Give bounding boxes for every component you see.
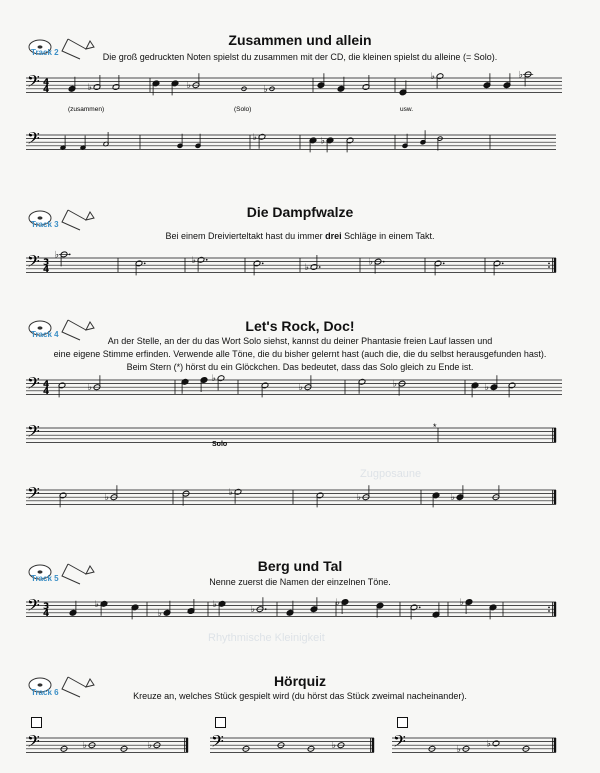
dot — [144, 263, 146, 265]
track-label: Track 4 — [31, 330, 59, 339]
dot — [206, 259, 208, 261]
bass-clef: 𝄢 — [27, 420, 40, 445]
section-title: Die Dampfwalze — [246, 204, 354, 220]
time-signature-top: 4 — [43, 379, 50, 390]
show-through-text: Rhythmische Kleinigkeit — [208, 632, 325, 644]
time-signature-top: 4 — [43, 77, 50, 88]
time-signature-top: 3 — [43, 257, 50, 268]
section-title: Let's Rock, Doc! — [245, 318, 355, 334]
instruction-text: Beim Stern (*) hörst du ein Glöckchen. Das bedeutet, dass das Solo gleich zu Ende ist. — [126, 362, 474, 372]
flat-sign: ♭ — [335, 598, 341, 608]
repeat-dot — [548, 607, 550, 609]
instruction-text: Kreuze an, welches Stück gespielt wird (du hörst das Stück zweimal nacheinander). — [133, 691, 467, 701]
repeat-dot — [548, 263, 550, 265]
flat-sign: ♭ — [87, 83, 93, 93]
flat-sign: ♭ — [356, 493, 362, 504]
dot — [383, 261, 385, 263]
instruction-text: Die groß gedruckten Noten spielst du zusammen mit der CD, die kleinen spielst du alleine (= Solo). — [102, 52, 498, 62]
dot — [419, 607, 421, 609]
show-through-text: Zugposaune — [360, 468, 422, 480]
flat-sign: ♭ — [211, 374, 217, 385]
flat-sign: ♭ — [250, 605, 256, 616]
annotation: (zusammen) — [68, 106, 105, 113]
flat-sign: ♭ — [486, 739, 492, 750]
time-signature-bottom: 4 — [43, 265, 50, 276]
emphasis-word: drei — [325, 231, 342, 241]
section-title: Berg und Tal — [257, 558, 343, 574]
bass-clef: 𝄢 — [27, 372, 40, 397]
flat-sign: ♭ — [157, 608, 163, 619]
instruction-text: Nenne zuerst die Namen der einzelnen Töne. — [209, 577, 391, 587]
track-label: Track 2 — [31, 48, 59, 57]
time-signature-bottom: 4 — [43, 387, 50, 398]
flat-sign: ♭ — [147, 741, 153, 752]
bass-clef: 𝄢 — [27, 594, 40, 619]
flat-sign: ♭ — [320, 136, 326, 147]
instruction-text-part: Bei einem Dreivierteltakt hast du immer — [165, 231, 326, 241]
section-title: Zusammen und allein — [228, 32, 372, 48]
flat-sign: ♭ — [54, 250, 60, 261]
flat-sign: ♭ — [298, 383, 304, 394]
flat-sign: ♭ — [82, 741, 88, 752]
flat-sign: ♭ — [212, 599, 218, 610]
flat-sign: ♭ — [368, 257, 374, 268]
track-label: Track 3 — [31, 220, 59, 229]
flat-sign: ♭ — [430, 72, 436, 83]
flat-sign: ♭ — [186, 81, 192, 92]
flat-sign: ♭ — [484, 383, 490, 394]
repeat-dot — [548, 266, 550, 268]
flat-sign: ♭ — [518, 70, 524, 81]
instruction-text: eine eigene Stimme erfinden. Verwende alle Töne, die du bisher gelernt hast (auch die, die du selbst herausgefunden hast). — [53, 349, 547, 359]
track-label: Track 5 — [31, 574, 59, 583]
annotation: usw. — [400, 106, 414, 113]
bass-clef: 𝄢 — [27, 482, 40, 507]
dot — [502, 263, 504, 265]
bass-clef: 𝄢 — [27, 730, 40, 755]
flat-sign: ♭ — [331, 741, 337, 752]
bass-clef: 𝄢 — [211, 730, 224, 755]
time-signature-bottom: 4 — [43, 609, 50, 620]
bass-clef: 𝄢 — [27, 70, 40, 95]
repeat-dot — [548, 610, 550, 612]
dot — [319, 266, 321, 268]
track-label: Track 6 — [31, 688, 59, 697]
flat-sign: ♭ — [228, 487, 234, 498]
dot — [265, 608, 267, 610]
instruction-text-part: Schläge in einem Takt. — [341, 231, 435, 241]
bass-clef: 𝄢 — [27, 250, 40, 275]
time-signature-bottom: 4 — [43, 85, 50, 96]
star-marker: * — [433, 422, 437, 432]
bass-clef: 𝄢 — [27, 127, 40, 152]
note-head — [492, 740, 500, 747]
flat-sign: ♭ — [252, 132, 258, 143]
flat-sign: ♭ — [191, 255, 197, 266]
dot — [443, 263, 445, 265]
time-signature-top: 3 — [43, 601, 50, 612]
instruction-text: An der Stelle, an der du das Wort Solo siehst, kannst du deiner Phantasie freien Lauf lassen und — [107, 336, 493, 346]
flat-sign: ♭ — [304, 263, 310, 273]
flat-sign: ♭ — [450, 493, 456, 504]
flat-sign: ♭ — [263, 84, 268, 95]
section-title: Hörquiz — [273, 673, 327, 689]
flat-sign: ♭ — [104, 493, 110, 504]
flat-sign: ♭ — [94, 599, 100, 610]
flat-sign: ♭ — [392, 379, 398, 390]
dot — [262, 263, 264, 265]
bass-clef: 𝄢 — [393, 730, 406, 755]
solo-label: Solo — [212, 441, 228, 448]
flat-sign: ♭ — [87, 383, 93, 394]
flat-sign: ♭ — [459, 598, 465, 608]
annotation: (Solo) — [234, 106, 252, 113]
flat-sign: ♭ — [456, 744, 462, 755]
